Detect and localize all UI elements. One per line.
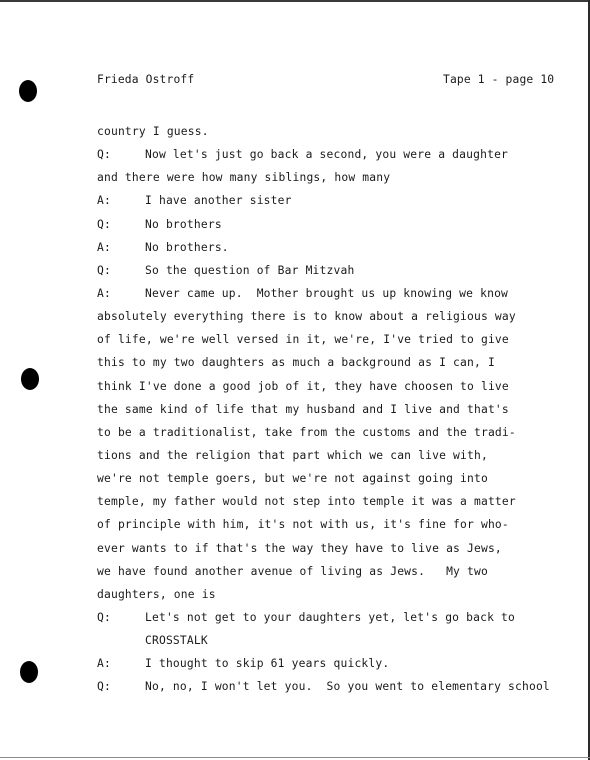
transcript-line: A: I thought to skip 61 years quickly. <box>97 657 390 671</box>
transcript-line: of principle with him, it's not with us, it's fine for who- <box>97 518 509 532</box>
transcript-line: of life, we're well versed in it, we're, I've tried to give <box>97 333 509 347</box>
transcript-line: and there were how many siblings, how many <box>97 171 391 185</box>
header-name: Frieda Ostroff <box>97 73 195 86</box>
transcript-line: Q: So the question of Bar Mitzvah <box>97 263 355 277</box>
header-page-label: Tape 1 - page 10 <box>443 73 555 86</box>
transcript-line: CROSSTALK <box>145 634 208 648</box>
transcript-line: the same kind of life that my husband and I live and that's <box>97 402 509 416</box>
transcript-line: this to my two daughters as much a background as I can, I <box>97 356 495 370</box>
transcript-line: absolutely everything there is to know about a religious way <box>97 310 516 324</box>
transcript-line: daughters, one is <box>97 587 216 601</box>
transcript-line: Q: No, no, I won't let you. So you went to elementary school <box>97 680 550 694</box>
transcript-line: we're not temple goers, but we're not against going into <box>97 472 488 486</box>
punch-hole-icon <box>19 80 37 102</box>
transcript-line: A: I have another sister <box>97 194 292 208</box>
transcript-line: we have found another avenue of living as Jews. My two <box>97 564 488 578</box>
transcript-line: Q: Now let's just go back a second, you were a daughter <box>97 148 509 162</box>
transcript-line: ever wants to if that's the way they have to live as Jews, <box>97 541 502 555</box>
bottom-edge-line <box>0 757 590 758</box>
transcript-line: to be a traditionalist, take from the customs and the tradi- <box>97 425 516 439</box>
transcript-line: temple, my father would not step into temple it was a matter <box>97 495 516 509</box>
transcript-line: think I've done a good job of it, they have choosen to live <box>97 379 509 393</box>
transcript-body <box>97 120 557 699</box>
punch-hole-icon <box>20 661 38 683</box>
transcript-line: tions and the religion that part which we can live with, <box>97 448 488 462</box>
punch-hole-icon <box>21 368 39 390</box>
transcript-line: country I guess. <box>97 125 209 138</box>
transcript-line: Q: Let's not get to your daughters yet, let's go back to <box>97 610 516 624</box>
transcript-line: A: No brothers. <box>97 240 229 254</box>
transcript-line: Q: No brothers <box>97 217 222 231</box>
transcript-line: A: Never came up. Mother brought us up knowing we know <box>97 286 509 300</box>
top-edge-line <box>0 0 590 2</box>
